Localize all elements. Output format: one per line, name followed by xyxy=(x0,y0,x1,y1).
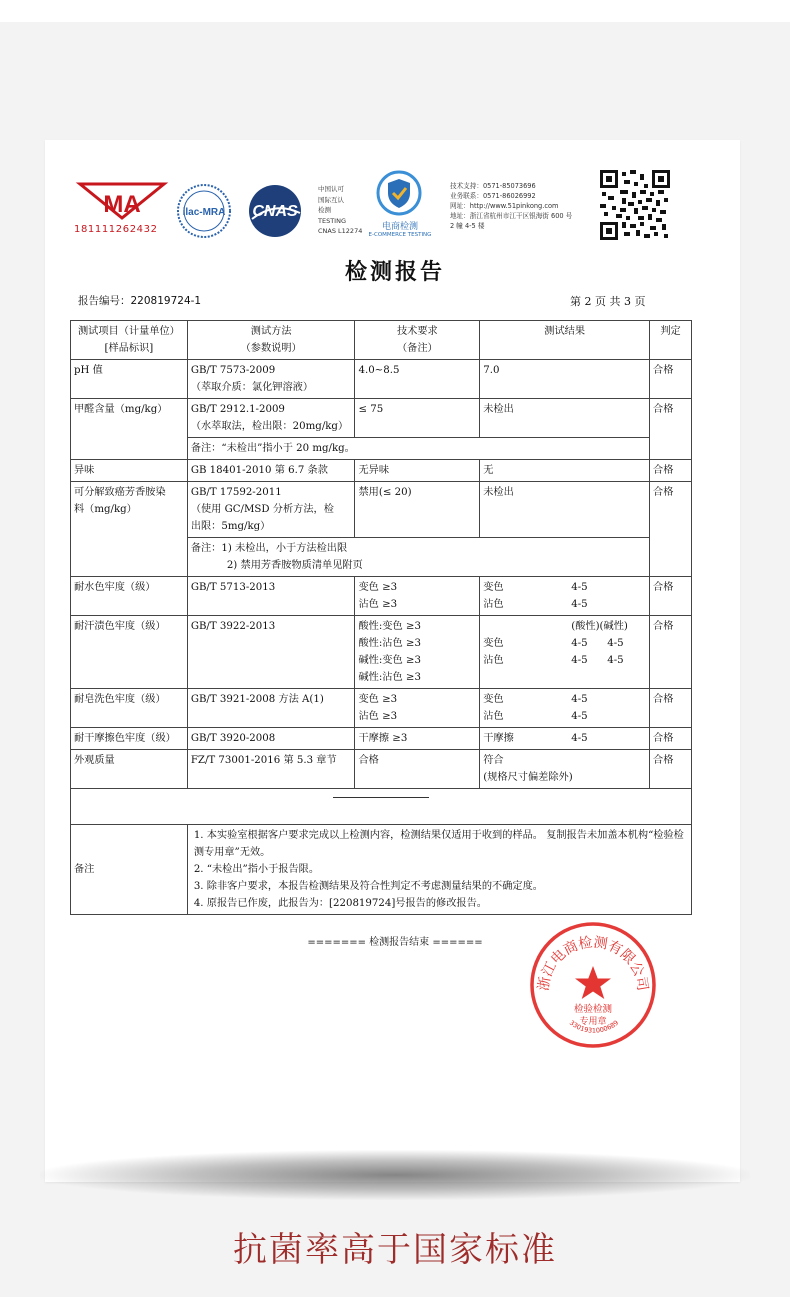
cell-requirement: 合格 xyxy=(355,750,480,789)
ec-subtitle: E-COMMERCE TESTING xyxy=(368,232,432,238)
cell-requirement xyxy=(355,689,480,728)
result-label: 干摩擦 xyxy=(483,733,514,744)
cell-method: GB 18401-2010 第 6.7 条款 xyxy=(187,460,355,482)
cell-verdict: 合格 xyxy=(650,689,692,728)
cnas-line: CNAS L12274 xyxy=(318,227,363,235)
header-text: （参数说明） xyxy=(240,343,302,354)
paper-shadow xyxy=(40,1150,750,1200)
cell-requirement xyxy=(355,616,480,689)
result-label: 变色 xyxy=(483,638,504,649)
test-results-table xyxy=(70,320,692,915)
table-row xyxy=(71,689,692,728)
remarks-row xyxy=(71,825,692,915)
cell-item xyxy=(71,482,188,577)
cnas-logo xyxy=(240,183,310,239)
result-value: 4-5 xyxy=(571,655,588,666)
cnas-line: TESTING xyxy=(318,216,346,225)
cnas-line: 检测 xyxy=(318,206,331,214)
cell-result: 未检出 xyxy=(480,482,650,538)
cell-method: GB/T 3921-2008 方法 A(1) xyxy=(187,689,355,728)
cell-verdict: 合格 xyxy=(650,750,692,789)
cnas-line: 国际互认 xyxy=(318,195,344,204)
item-line: 料（mg/kg） xyxy=(74,504,137,515)
remark-line: 3. 除非客户要求，本报告检测结果及符合性判定不考虑测量结果的不确定度。 xyxy=(193,881,543,892)
report-number: 报告编号：220819724-1 xyxy=(78,295,202,307)
result-value: 4-5 xyxy=(571,711,588,722)
result-value: 4-5 xyxy=(571,599,588,610)
cell-item: 异味 xyxy=(71,460,188,482)
note-line: 2) 禁用芳香胺物质清单见附页 xyxy=(226,560,363,571)
header-item xyxy=(71,321,188,360)
method-line: （水萃取法，检出限：20mg/kg） xyxy=(190,421,349,432)
cell-verdict: 合格 xyxy=(650,399,692,460)
result-line: 符合 xyxy=(483,755,504,766)
result-line xyxy=(483,691,646,708)
note-line: 备注：1) 未检出，小于方法检出限 xyxy=(190,543,348,554)
table-row xyxy=(71,728,692,750)
cell-result: 7.0 xyxy=(480,360,650,399)
cell-method xyxy=(187,360,355,399)
cell-verdict: 合格 xyxy=(650,728,692,750)
remark-line: 4. 原报告已作废，此报告为：[220819724]号报告的修改报告。 xyxy=(193,898,487,909)
ilac-mra-logo xyxy=(176,183,232,239)
table-row xyxy=(71,399,692,438)
ec-caption xyxy=(365,219,435,238)
result-value: 4-5 xyxy=(571,733,588,744)
result-label: 沾色 xyxy=(483,711,504,722)
header-text: [样品标识] xyxy=(104,343,154,354)
cell-verdict: 合格 xyxy=(650,360,692,399)
cnas-caption xyxy=(318,184,362,237)
cell-requirement: 禁用(≤ 20) xyxy=(355,482,480,538)
result-value: 4-5 xyxy=(607,655,624,666)
banner-caption: 抗菌率高于国家标准 xyxy=(233,1230,557,1270)
cell-result xyxy=(480,750,650,789)
method-line: GB/T 2912.1-2009 xyxy=(190,404,285,415)
table-row xyxy=(71,482,692,538)
req-line: 碱性:沾色 ≥3 xyxy=(358,672,421,683)
req-line: 变色 ≥3 xyxy=(358,582,398,593)
contact-line: 2 幢 4-5 楼 xyxy=(450,222,485,230)
method-line: 出限：5mg/kg） xyxy=(190,521,271,532)
qr-code-icon xyxy=(600,170,670,240)
cell-item: pH 值 xyxy=(71,360,188,399)
cell-item: 耐皂洗色牢度（级） xyxy=(71,689,188,728)
cell-item: 耐水色牢度（级） xyxy=(71,577,188,616)
contact-line: 地址：浙江省杭州市江干区银海街 600 号 xyxy=(450,212,573,220)
method-line: （使用 GC/MSD 分析方法，检 xyxy=(190,504,334,515)
result-label: 变色 xyxy=(483,694,504,705)
cell-item: 外观质量 xyxy=(71,750,188,789)
cell-note xyxy=(187,538,649,577)
req-line: 酸性:变色 ≥3 xyxy=(358,621,421,632)
table-row xyxy=(71,616,692,689)
method-line: （萃取介质：氯化钾溶液） xyxy=(190,382,314,393)
cell-result xyxy=(480,689,650,728)
result-line xyxy=(483,635,646,652)
end-rule-cell xyxy=(71,789,692,825)
cell-method: FZ/T 73001-2016 第 5.3 章节 xyxy=(187,750,355,789)
result-line xyxy=(483,579,646,596)
shield-check-icon xyxy=(376,170,422,216)
req-line: 沾色 ≥3 xyxy=(358,711,398,722)
header-text: 测试方法 xyxy=(250,326,292,337)
star-icon xyxy=(575,966,611,999)
result-value: 4-5 xyxy=(607,638,624,649)
table-row xyxy=(71,360,692,399)
top-band xyxy=(0,0,790,22)
req-line: 碱性:变色 ≥3 xyxy=(358,655,421,666)
cnas-line: 中国认可 xyxy=(318,185,344,193)
cell-result: 未检出 xyxy=(480,399,650,438)
contact-line: 业务联系：0571-86026992 xyxy=(450,192,536,200)
cell-item: 耐汗渍色牢度（级） xyxy=(71,616,188,689)
page-info: 第 2 页 共 3 页 xyxy=(570,295,646,308)
stamp-label1: 检验检测 xyxy=(573,1004,613,1015)
remark-line: 1. 本实验室根据客户要求完成以上检测内容，检测结果仅适用于收到的样品。 复制报告未加盖本机构“检验检测专用章”无效。 xyxy=(193,830,684,858)
method-line: GB/T 17592-2011 xyxy=(190,487,282,498)
cell-result: 无 xyxy=(480,460,650,482)
item-line: 可分解致癌芳香胺染 xyxy=(74,487,166,498)
result-value: 4-5 xyxy=(571,638,588,649)
cma-text: MA xyxy=(103,191,141,218)
cell-result xyxy=(480,577,650,616)
result-value: 4-5 xyxy=(571,582,588,593)
cell-method: GB/T 5713-2013 xyxy=(187,577,355,616)
cnas-text: CNAS xyxy=(252,203,298,220)
remark-line: 2. “未检出”指小于报告限。 xyxy=(193,864,320,875)
result-line xyxy=(483,652,646,669)
method-line: GB/T 7573-2009 xyxy=(190,365,276,376)
cell-verdict: 合格 xyxy=(650,482,692,577)
req-line: 变色 ≥3 xyxy=(358,694,398,705)
cell-result xyxy=(480,728,650,750)
req-line: 沾色 ≥3 xyxy=(358,599,398,610)
cell-requirement: 干摩擦 ≥3 xyxy=(355,728,480,750)
stamp-number: 3301931000689 xyxy=(567,1018,621,1035)
table-header-row xyxy=(71,321,692,360)
cell-requirement xyxy=(355,577,480,616)
result-head: (酸性)(碱性) xyxy=(571,621,628,632)
stamp-company: 浙江电商检测有限公司 xyxy=(535,934,651,993)
table-end-row xyxy=(71,789,692,825)
report-end-line: ======= 检测报告结束 ====== xyxy=(307,937,483,948)
cell-result xyxy=(480,616,650,689)
table-row xyxy=(71,750,692,789)
cell-item: 耐干摩擦色牢度（级） xyxy=(71,728,188,750)
result-line: (规格尺寸偏差除外) xyxy=(483,772,573,783)
cell-method: GB/T 3922-2013 xyxy=(187,616,355,689)
contact-line: 网址：http://www.51pinkong.com xyxy=(450,202,559,210)
cell-verdict: 合格 xyxy=(650,577,692,616)
table-row xyxy=(71,577,692,616)
result-line xyxy=(483,708,646,725)
stamp-label2: 专用章 xyxy=(579,1017,607,1027)
result-label: 变色 xyxy=(483,582,504,593)
header-method xyxy=(187,321,355,360)
cell-item: 甲醛含量（mg/kg） xyxy=(71,399,188,460)
report-title: 检测报告 xyxy=(344,259,445,285)
cma-number: 181111262432 xyxy=(74,224,158,235)
remarks-label: 备注 xyxy=(71,825,188,915)
remarks-cell xyxy=(187,825,691,915)
ec-title: 电商检测 xyxy=(381,222,418,232)
result-value: 4-5 xyxy=(571,694,588,705)
cell-requirement: ≤ 75 xyxy=(355,399,480,438)
cell-method: GB/T 3920-2008 xyxy=(187,728,355,750)
header-result: 测试结果 xyxy=(480,321,650,360)
result-label: 沾色 xyxy=(483,655,504,666)
contact-info xyxy=(450,181,572,231)
cell-requirement: 4.0~8.5 xyxy=(355,360,480,399)
cell-method xyxy=(187,482,355,538)
end-rule xyxy=(333,797,429,798)
result-line xyxy=(483,596,646,613)
table-row xyxy=(71,460,692,482)
header-text: 技术要求 xyxy=(396,326,438,337)
cell-note: 备注：“未检出”指小于 20 mg/kg。 xyxy=(187,438,649,460)
cell-verdict: 合格 xyxy=(650,616,692,689)
official-stamp xyxy=(528,920,658,1050)
header-requirement xyxy=(355,321,480,360)
header-text: （备注） xyxy=(396,343,438,354)
cell-method xyxy=(187,399,355,438)
contact-line: 技术支持：0571-85073696 xyxy=(450,182,536,190)
cell-requirement: 无异味 xyxy=(355,460,480,482)
cell-verdict: 合格 xyxy=(650,460,692,482)
header-verdict: 判定 xyxy=(650,321,692,360)
ilac-text: ilac-MRA xyxy=(182,207,226,218)
result-label: 沾色 xyxy=(483,599,504,610)
header-text: 测试项目（计量单位） xyxy=(77,326,180,337)
req-line: 酸性:沾色 ≥3 xyxy=(358,638,421,649)
